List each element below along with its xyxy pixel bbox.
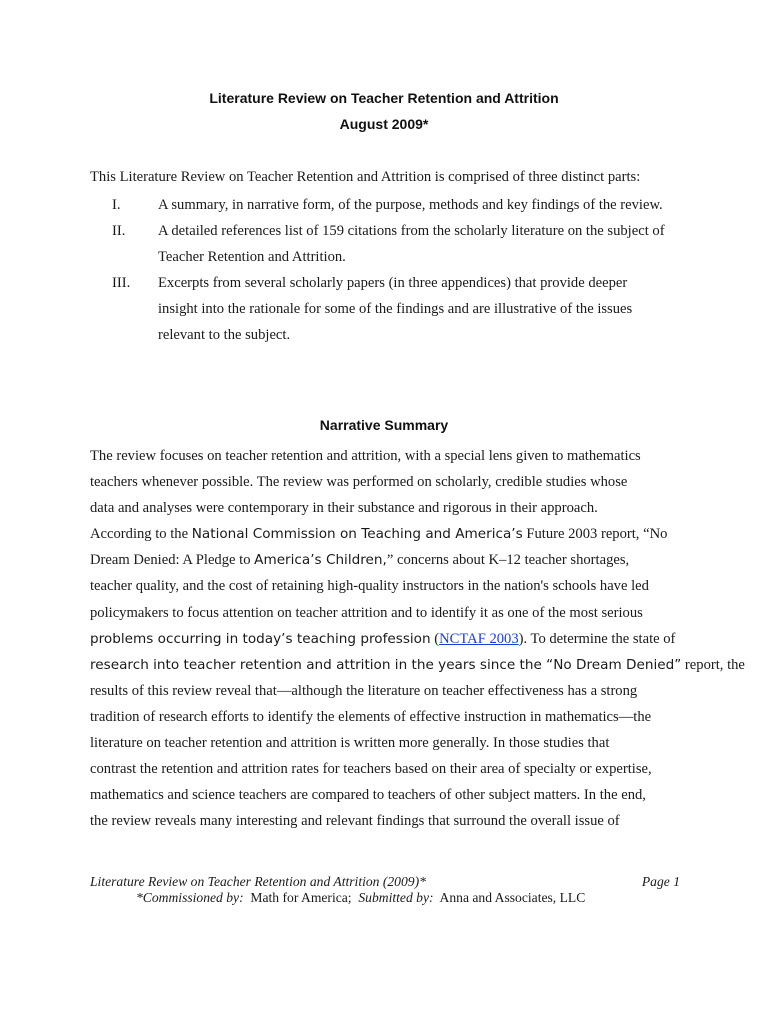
list-item: [90, 218, 690, 270]
citation-link[interactable]: NCTAF 2003: [439, 630, 519, 647]
submitted-value: Anna and Associates, LLC: [433, 890, 586, 905]
list-numeral: I.: [112, 197, 121, 213]
text-run: problems occurring in today’s teaching profession: [90, 630, 431, 647]
narrative-paragraph: [90, 443, 745, 834]
paragraph-line: teacher quality, and the cost of retaining high-quality instructors in the nation's schools have led: [90, 578, 649, 595]
text-run: research into teacher retention and attrition in the years since the “No Dream Denied”: [90, 656, 682, 673]
text-run: National Commission on Teaching and America’s: [191, 526, 523, 543]
document-title: Literature Review on Teacher Retention and Attrition: [209, 90, 559, 106]
paragraph-line: the review reveals many interesting and relevant findings that surround the overall issue of: [90, 813, 620, 830]
paragraph-line: The review focuses on teacher retention and attrition, with a special lens given to mathematics: [90, 448, 641, 464]
paragraph-line: [90, 547, 673, 573]
paragraph-line: data and analyses were contemporary in their substance and rigorous in their approach.: [90, 500, 598, 517]
parts-list: [90, 192, 690, 348]
text-run: Dream Denied: A Pledge to: [90, 552, 255, 569]
page-footer: [90, 874, 680, 906]
paragraph-line: tradition of research efforts to identify the elements of effective instruction in mathematics—the: [90, 708, 652, 725]
document-date: August 2009*: [339, 116, 429, 132]
list-item: [90, 192, 690, 218]
intro-paragraph: This Literature Review on Teacher Retention and Attrition is comprised of three distinct parts:: [90, 169, 641, 185]
commissioned-label: *Commissioned by:: [136, 890, 244, 905]
text-run: Future 2003 report, “No: [522, 526, 668, 543]
list-numeral: III.: [112, 275, 131, 291]
paragraph-line: teachers whenever possible. The review was performed on scholarly, credible studies whose: [90, 474, 628, 491]
text-run: ). To determine the state of: [518, 630, 676, 647]
paragraph-line: contrast the retention and attrition rates for teachers based on their area of specialty or expertise,: [90, 761, 652, 778]
submitted-label: Submitted by:: [358, 890, 434, 905]
list-item-text: A detailed references list of 159 citations from the scholarly literature on the subject of Teacher Retention and Attrition.: [158, 223, 665, 265]
paragraph-line: literature on teacher retention and attrition is written more generally. In those studies that: [90, 735, 610, 752]
paragraph-line: results of this review reveal that—although the literature on teacher effectiveness has a strong: [90, 682, 638, 699]
paragraph-line: [90, 652, 745, 678]
text-run: (: [430, 630, 440, 647]
paragraph-line: mathematics and science teachers are compared to teachers of other subject matters. In the end,: [90, 787, 646, 804]
commissioned-value: Math for America;: [243, 890, 359, 905]
page-number: Page 1: [641, 874, 680, 889]
list-item-text: Excerpts from several scholarly papers (in three appendices) that provide deeper insight into the rationale for some of the findings and are illustrative of the issues relevant to the subject.: [158, 275, 633, 343]
text-run: America’s Children,: [254, 552, 387, 569]
list-item-text: A summary, in narrative form, of the purpose, methods and key findings of the review.: [158, 197, 663, 213]
list-item: [90, 270, 690, 348]
paragraph-line: [90, 521, 673, 547]
text-run: According to the: [90, 526, 192, 543]
text-run: report, the: [681, 656, 745, 673]
paragraph-line: policymakers to focus attention on teacher attrition and to identify it as one of the most serious: [90, 604, 643, 621]
section-heading: Narrative Summary: [319, 417, 449, 433]
list-numeral: II.: [112, 223, 126, 239]
paragraph-line: [90, 626, 676, 652]
footer-credits: [136, 890, 680, 906]
footer-document-reference: Literature Review on Teacher Retention and Attrition (2009)*: [90, 874, 426, 889]
text-run: ” concerns about K–12 teacher shortages,: [386, 552, 630, 569]
